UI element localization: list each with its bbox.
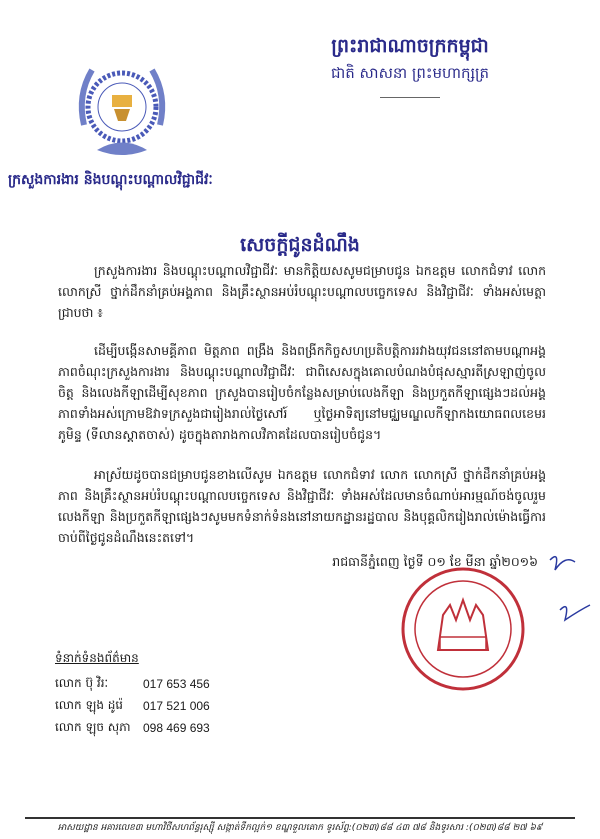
contact-row (55, 717, 210, 739)
official-stamp (398, 565, 528, 693)
contact-heading: ទំនាក់ទំនងព័ត៌មាន (55, 651, 139, 665)
contact-name: លោក ឡុច សុភា (55, 720, 131, 734)
ministry-logo (72, 55, 172, 165)
ornament-divider (380, 97, 440, 98)
footer-address: អាសយដ្ឋាន អគារលេខ៣ មហាវិថីសហព័ន្ធរុស្ស៊ី សង្កាត់ទឹកល្អក់១ ខណ្ឌទួលគោក ទូរស័ព្ទ:(០២៣)៨៨ ៤៣ ៧៨ និងទូរសារ :(០២៣)៨៨ ២៧ ៦៩ (57, 823, 543, 833)
national-motto: ជាតិ សាសនា ព្រះមហាក្សត្រ (330, 64, 490, 82)
paragraph-closing: អាស្រ័យដូចបានជម្រាបជូនខាងលើសូម ឯកឧត្តម លោកជំទាវ លោក លោកស្រី ថ្នាក់ដឹកនាំគ្រប់អង្គភាព និងគ្រឹះស្ថានអប់រំបណ្តុះបណ្តាលបច្ចេកទេស និងវិជ្ជាជីវៈ ទាំងអស់ដែលមានចំណាប់អារម្មណ៍ចង់ចូលរួមលេងកីឡា និងប្រកួតកីឡាផ្សេងៗសូមមកទំនាក់ទំនងនៅនាយកដ្ឋានរដ្ឋបាល និងបុគ្គលិករៀងរាល់ម៉ោងធ្វើការ ចាប់ពីថ្ងៃជូនដំណឹងនេះតទៅ។ (58, 467, 546, 545)
contact-row (55, 695, 210, 717)
paragraph-intro: ក្រសួងការងារ និងបណ្តុះបណ្តាលវិជ្ជាជីវៈ មានកិត្តិយសសូមជម្រាបជូន ឯកឧត្តម លោកជំទាវ លោក លោកស្រី ថ្នាក់ដឹកនាំគ្រប់អង្គភាព និងគ្រឹះស្ថានអប់រំបណ្តុះបណ្តាលបច្ចេកទេស និងវិជ្ជាជីវៈ ទាំងអស់មេត្តាជ្រាបថា ៖ (58, 263, 546, 320)
date-line: រាជធានីភ្នំពេញ ថ្ងៃទី ០១ ខែ មីនា ឆ្នាំ២០១៦ (332, 554, 538, 569)
contact-name: លោក ប៊ុ វិរៈ (55, 676, 109, 690)
ministry-name: ក្រសួងការងារ និងបណ្តុះបណ្តាលវិជ្ជាជីវៈ (8, 172, 213, 188)
kingdom-heading: ព្រះរាជាណាចក្រកម្ពុជា (331, 35, 489, 57)
notice-title: សេចក្តីជូនដំណឹង (240, 234, 360, 256)
contact-row (55, 673, 210, 695)
contact-info (55, 650, 210, 739)
contact-name: លោក ឡុង ដូរ៉េ (55, 698, 123, 712)
contact-phone: 017 653 456 (143, 677, 210, 691)
footer-divider (25, 817, 575, 819)
paragraph-body: ដើម្បីបង្កើនសាមគ្គីភាព មិត្តភាព ពង្រឹង និងពង្រីកកិច្ចសហប្រតិបត្តិការរវាងយុវជននៅតាមបណ្តាអង្គភាពចំណុះក្រសួងការងារ និងបណ្តុះបណ្តាលវិជ្ជាជីវៈ ជាពិសេសក្នុងគោលបំណងបំផុសស្មារតីស្រឡាញ់ចូលចិត្ត និងលេងកីឡាដើម្បីសុខភាព ក្រសួងបានរៀបចំកន្លែងសម្រាប់លេងកីឡា និងប្រកួតកីឡាផ្សេងៗដល់អង្គភាពទាំងអស់ក្រោមឱវាទក្រសួងជារៀងរាល់ថ្ងៃសៅរ៍ ឬថ្ងៃអាទិត្យនៅមជ្ឈមណ្ឌលកីឡាកងយោធពលខេមរភូមិន្ទ (ទីលានស្តាតចាស់) ដូចក្នុងតារាងកាលវិភាគដែលបានរៀបចំជូន។ (58, 343, 546, 442)
contact-phone: 098 469 693 (143, 721, 210, 735)
contact-phone: 017 521 006 (143, 699, 210, 713)
signature (545, 550, 595, 630)
